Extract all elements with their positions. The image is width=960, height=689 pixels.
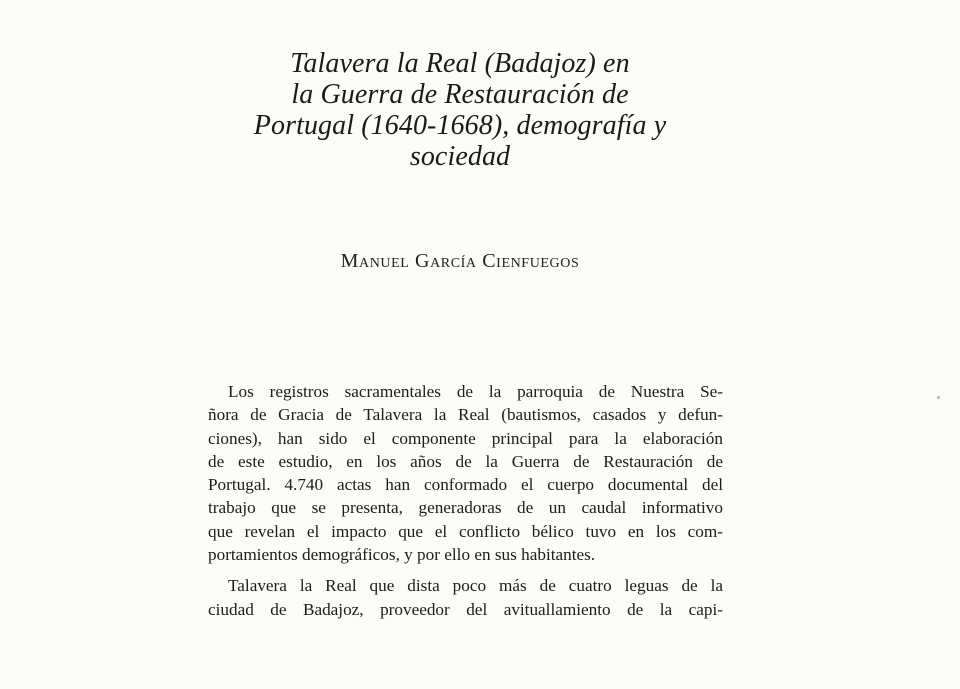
text-line: Talavera la Real que dista poco más de cuatro leguas de la: [228, 576, 723, 596]
text-line: ciudad de Badajoz, proveedor del avituallamiento de la capi-: [208, 599, 723, 619]
title-line: la Guerra de Restauración de: [291, 79, 629, 110]
title-line: sociedad: [409, 141, 511, 172]
title-line: Talavera la Real (Badajoz) en: [290, 48, 630, 79]
author-name: Manuel García Cienfuegos: [340, 250, 580, 272]
text-line: que revelan el impacto que el conflicto bélico tuvo en los com-: [208, 521, 723, 541]
paragraph-1: [208, 380, 723, 566]
paper-speck: [937, 396, 940, 399]
text-line: portamientos demográficos, y por ello en sus habitantes.: [208, 545, 596, 565]
text-line: ciones), han sido el componente principal para la elaboración: [208, 428, 723, 448]
text-line: ñora de Gracia de Talavera la Real (bautismos, casados y defun-: [208, 405, 723, 425]
paragraph-2: [208, 574, 723, 621]
abstract-body: [208, 380, 723, 621]
text-line: Los registros sacramentales de la parroquia de Nuestra Se-: [228, 382, 723, 401]
text-line: trabajo que se presenta, generadoras de un caudal informativo: [208, 498, 723, 518]
title-line: Portugal (1640-1668), demografía y: [253, 110, 667, 141]
text-line: Portugal. 4.740 actas han conformado el cuerpo documental del: [208, 475, 723, 495]
text-line: de este estudio, en los años de la Guerra de Restauración de: [208, 451, 723, 471]
article-title: [200, 48, 720, 172]
